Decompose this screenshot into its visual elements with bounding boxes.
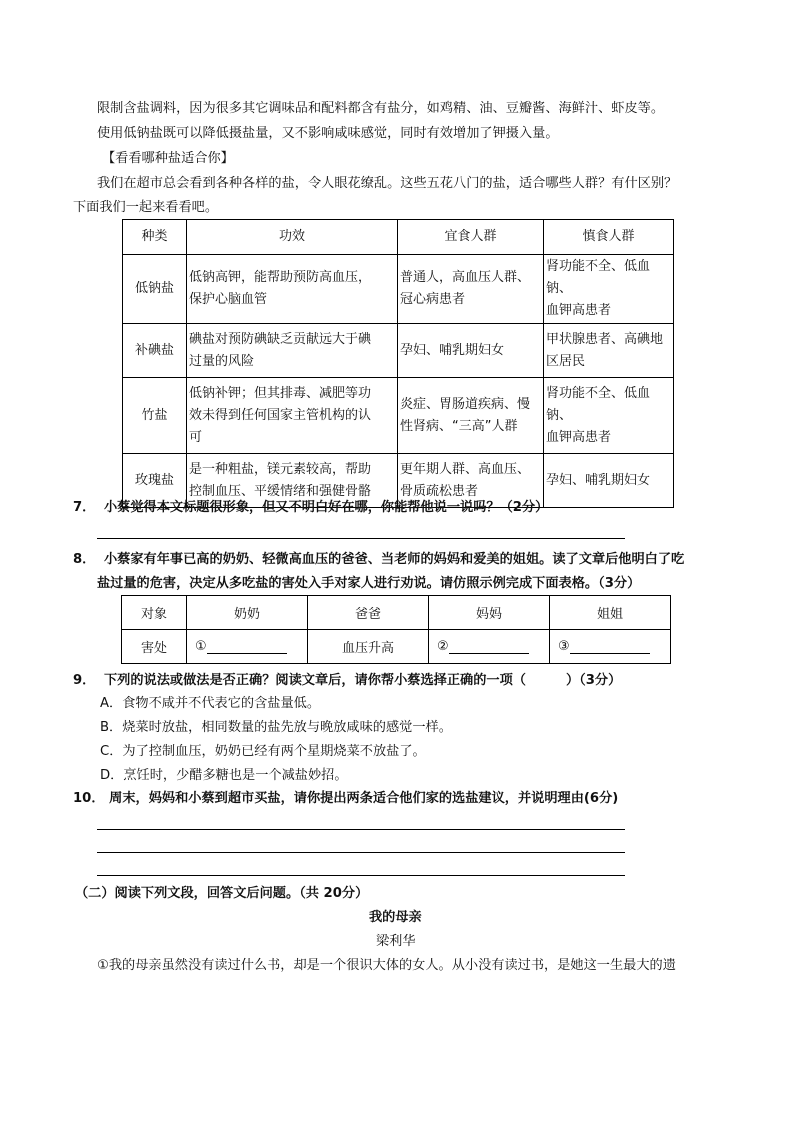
harm-example: 血压升高 xyxy=(308,630,429,664)
intro-line-1: 限制含盐调料，因为很多其它调味品和配料都含有盐分，如鸡精、油、豆瓣酱、海鲜汁、虾皮等。 xyxy=(97,101,665,116)
question-number: 9． xyxy=(73,673,96,688)
salt-suitable: 更年期人群、高血压、 骨质疏松患者 xyxy=(398,454,544,508)
question-10 xyxy=(73,788,618,810)
question-number: 7． xyxy=(73,500,96,515)
article-title: 我的母亲 xyxy=(369,910,422,925)
answer-blank[interactable] xyxy=(570,639,650,654)
intro-line-2: 使用低钠盐既可以降低摄盐量，又不影响咸味感觉，同时有效增加了钾摄入量。 xyxy=(97,126,559,141)
header-effect: 功效 xyxy=(187,220,398,255)
answer-blank[interactable] xyxy=(449,639,529,654)
salt-type: 低钠盐 xyxy=(123,255,187,324)
article-author: 梁利华 xyxy=(376,934,416,949)
answer-line-q10-2[interactable] xyxy=(97,852,625,853)
intro-line-4: 下面我们一起来看看吧。 xyxy=(73,200,219,215)
option-c[interactable]: C．为了控制血压，奶奶已经有两个星期烧菜不放盐了。 xyxy=(100,744,426,759)
table-row xyxy=(123,324,674,378)
question-number: 8． xyxy=(73,552,96,567)
answer-line-q7[interactable] xyxy=(97,538,625,539)
option-d[interactable]: D．烹饪时，少醋多糖也是一个减盐妙招。 xyxy=(100,768,348,783)
salt-effect: 碘盐对预防碘缺乏贡献远大于碘 过量的风险 xyxy=(187,324,398,378)
harm-blank-2[interactable]: ② xyxy=(429,630,550,664)
harm-blank-1[interactable]: ① xyxy=(187,630,308,664)
family-row-label: 对象 xyxy=(122,596,187,630)
question-9 xyxy=(73,670,621,692)
question-text: 小蔡觉得本文标题很形象，但又不明白好在哪，你能帮他说一说吗？（2分） xyxy=(103,500,549,515)
header-suitable: 宜食人群 xyxy=(398,220,544,255)
question-7 xyxy=(73,497,548,519)
harm-blank-3[interactable]: ③ xyxy=(550,630,671,664)
intro-line-3: 我们在超市总会看到各种各样的盐，令人眼花缭乱。这些五花八门的盐，适合哪些人群？有什区别？ xyxy=(97,176,678,191)
question-8-line-2: 盐过量的危害，决定从多吃盐的害处入手对家人进行劝说。请仿照示例完成下面表格。（3分） xyxy=(97,576,641,591)
salt-caution: 孕妇、哺乳期妇女 xyxy=(544,454,674,508)
question-text: 小蔡家有年事已高的奶奶、轻微高血压的爸爸、当老师的妈妈和爱美的姐姐。读了文章后他明白了吃 xyxy=(103,552,685,567)
salt-effect: 是一种粗盐，镁元素较高，帮助 控制血压、平缓情绪和强健骨骼 xyxy=(187,454,398,508)
salt-caution: 肾功能不全、低血钠、 血钾高患者 xyxy=(544,255,674,324)
question-score: ）（3分） xyxy=(565,673,622,688)
option-b[interactable]: B．烧菜时放盐，相同数量的盐先放与晚放咸味的感觉一样。 xyxy=(100,720,452,735)
table-row xyxy=(122,596,671,630)
part-2-heading: （二）阅读下列文段，回答文后问题。（共 20分） xyxy=(75,886,369,901)
table-row xyxy=(122,630,671,664)
answer-blank[interactable] xyxy=(207,639,287,654)
question-number: 10． xyxy=(73,791,105,806)
salt-suitable: 普通人，高血压人群、 冠心病患者 xyxy=(398,255,544,324)
header-type: 种类 xyxy=(123,220,187,255)
salt-caution: 肾功能不全、低血钠、 血钾高患者 xyxy=(544,378,674,454)
family-row-label: 害处 xyxy=(122,630,187,664)
answer-line-q10-3[interactable] xyxy=(97,875,625,876)
salt-table xyxy=(122,219,674,508)
family-member: 爸爸 xyxy=(308,596,429,630)
salt-type: 竹盐 xyxy=(123,378,187,454)
salt-effect: 低钠高钾，能帮助预防高血压， 保护心脑血管 xyxy=(187,255,398,324)
salt-suitable: 孕妇、哺乳期妇女 xyxy=(398,324,544,378)
answer-line-q10-1[interactable] xyxy=(97,829,625,830)
salt-table-header xyxy=(123,220,674,255)
table-row xyxy=(123,378,674,454)
article-paragraph-1: ①我的母亲虽然没有读过什么书，却是一个很识大体的女人。从小没有读过书，是她这一生最大的遗 xyxy=(97,958,676,973)
family-member: 奶奶 xyxy=(187,596,308,630)
question-text: 下列的说法或做法是否正确？阅读文章后，请你帮小蔡选择正确的一项（ xyxy=(103,673,526,688)
family-member: 妈妈 xyxy=(429,596,550,630)
header-caution: 慎食人群 xyxy=(544,220,674,255)
salt-caution: 甲状腺患者、高碘地 区居民 xyxy=(544,324,674,378)
salt-suitable: 炎症、胃肠道疾病、慢 性肾病、“三高”人群 xyxy=(398,378,544,454)
salt-type: 玫瑰盐 xyxy=(123,454,187,508)
question-8 xyxy=(73,549,684,571)
salt-type: 补碘盐 xyxy=(123,324,187,378)
table-row xyxy=(123,255,674,324)
section-heading: 【看看哪种盐适合你】 xyxy=(102,151,234,166)
option-a[interactable]: A．食物不咸并不代表它的含盐量低。 xyxy=(100,696,321,711)
family-member: 姐姐 xyxy=(550,596,671,630)
family-table xyxy=(121,595,671,664)
salt-effect: 低钠补钾；但其排毒、减肥等功 效未得到任何国家主管机构的认 可 xyxy=(187,378,398,454)
question-text: 周末，妈妈和小蔡到超市买盐，请你提出两条适合他们家的选盐建议，并说明理由(6分) xyxy=(109,791,619,806)
